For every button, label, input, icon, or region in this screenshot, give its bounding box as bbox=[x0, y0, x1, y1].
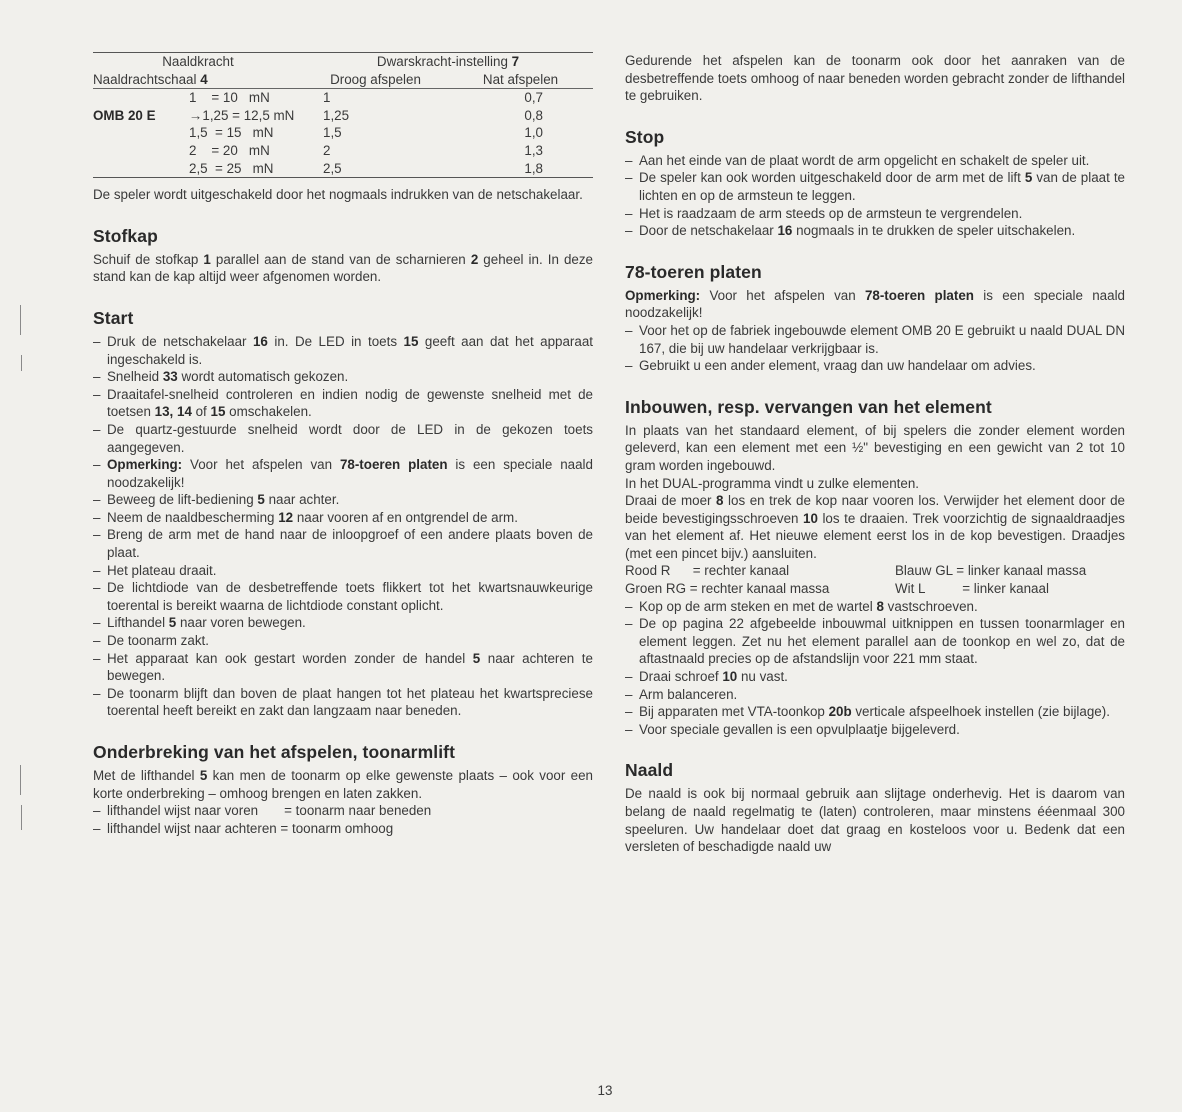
table-row bbox=[93, 107, 593, 125]
list-item: – Het is raadzaam de arm steeds op de armsteun te vergrendelen. bbox=[625, 205, 1125, 223]
subheader-dry: Droog afspelen bbox=[330, 71, 421, 87]
table-cell bbox=[93, 124, 189, 142]
list-item: – Opmerking: Voor het afspelen van 78-toeren platen is een speciale naald noodzakelijk! bbox=[93, 456, 593, 491]
list-item: – Door de netschakelaar 16 nogmaals in te drukken de speler uitschakelen. bbox=[625, 222, 1125, 240]
list-item: – De toonarm zakt. bbox=[93, 632, 593, 650]
start-list bbox=[93, 333, 593, 720]
list-item: – Gebruikt u een ander element, vraag dan uw handelaar om advies. bbox=[625, 357, 1125, 375]
scan-mark bbox=[20, 765, 21, 795]
stop-list bbox=[625, 152, 1125, 240]
subheader-scale: Naaldrachtschaal 4 bbox=[93, 71, 208, 87]
list-item: – Voor speciale gevallen is een opvulplaatje bijgeleverd. bbox=[625, 721, 1125, 739]
table-row bbox=[93, 160, 593, 178]
heading-stop: Stop bbox=[625, 126, 665, 147]
stofkap-paragraph: Schuif de stofkap 1 parallel aan de stand van de scharnieren 2 geheel in. In deze stand kan de kap altijd weer afgenomen worden. bbox=[93, 251, 593, 285]
heading-onderbreking: Onderbreking van het afspelen, toonarmlift bbox=[93, 742, 456, 762]
table-cell: 1,3 bbox=[524, 142, 543, 158]
list-item: – De toonarm blijft dan boven de plaat hangen tot het plateau het kwartspreciese toerental heeft bereikt en zakt dan langzaam naar beneden. bbox=[93, 685, 593, 720]
wire-white: Wit L = linker kanaal bbox=[895, 581, 1049, 597]
inbouwen-list bbox=[625, 598, 1125, 739]
wire-color-table bbox=[625, 562, 1125, 597]
table-cell: 1 bbox=[323, 90, 331, 106]
table-cell: 1,5 = 15 mN bbox=[189, 125, 274, 141]
table-cell: 2,5 = 25 mN bbox=[189, 160, 274, 176]
list-item: – Neem de naaldbescherming 12 naar vooren af en ontgrendel de arm. bbox=[93, 509, 593, 527]
list-item: – Draai schroef 10 nu vast. bbox=[625, 668, 1125, 686]
table-body bbox=[93, 89, 593, 177]
list-item: – Lifthandel 5 naar voren bewegen. bbox=[93, 614, 593, 632]
table-cell: →1,25 = 12,5 mN bbox=[189, 107, 295, 123]
heading-inbouwen: Inbouwen, resp. vervangen van het element bbox=[625, 396, 992, 417]
list-item: – lifthandel wijst naar achteren = toonarm omhoog bbox=[93, 820, 593, 838]
table-cell: 1,25 bbox=[323, 107, 350, 123]
table-cell: 2,5 bbox=[323, 160, 342, 176]
list-item: – Breng de arm met de hand naar de inloopgroef of een andere plaats boven de plaat. bbox=[93, 526, 593, 561]
list-item: – Beweeg de lift-bediening 5 naar achter. bbox=[93, 491, 593, 509]
scan-mark bbox=[21, 805, 22, 830]
needle-force-table bbox=[93, 52, 593, 178]
list-item: – Het apparaat kan ook gestart worden zonder de handel 5 naar achteren te bewegen. bbox=[93, 650, 593, 685]
wire-red: Rood R = rechter kanaal bbox=[625, 563, 790, 579]
list-item: – Bij apparaten met VTA-toonkop 20b verticale afspeelhoek instellen (zie bijlage). bbox=[625, 703, 1125, 721]
table-cell: 2 bbox=[323, 142, 331, 158]
toeren-note: Opmerking: Voor het afspelen van 78-toeren platen is een speciale naald noodzakelijk! bbox=[625, 287, 1125, 321]
heading-naald: Naald bbox=[625, 760, 674, 781]
wire-green: Groen RG = rechter kanaal massa bbox=[625, 581, 830, 597]
list-item: – Snelheid 33 wordt automatisch gekozen. bbox=[93, 368, 593, 386]
header-needle-force: Naaldkracht bbox=[162, 54, 234, 69]
list-item: – Druk de netschakelaar 16 in. De LED in toets 15 geeft aan dat het apparaat ingeschakeld is. bbox=[93, 333, 593, 368]
table-row bbox=[93, 124, 593, 142]
list-item: – Kop op de arm steken en met de wartel 8 vastschroeven. bbox=[625, 598, 1125, 616]
intro-paragraph: De speler wordt uitgeschakeld door het nogmaals indrukken van de netschakelaar. bbox=[93, 187, 583, 203]
page-number: 13 bbox=[597, 1083, 613, 1098]
list-item: – lifthandel wijst naar voren = toonarm naar beneden bbox=[93, 802, 593, 820]
onderbreking-paragraph: Met de lifthandel 5 kan men de toonarm op elke gewenste plaats – ook voor een korte onderbreking – omhoog brengen en laten zakken. bbox=[93, 768, 593, 801]
list-item: – De quartz-gestuurde snelheid wordt door de LED in de gekozen toets aangegeven. bbox=[93, 421, 593, 456]
table-cell bbox=[93, 160, 189, 178]
inbouwen-paragraph-1: In plaats van het standaard element, of bij spelers die zonder element worden geleverd, kan een element met een ½" bevestiging en een gewicht van 2 tot 10 gram worden ingebouwd. bbox=[625, 422, 1125, 473]
inbouwen-paragraph-2: In het DUAL-programma vindt u zulke elementen. bbox=[625, 475, 919, 491]
onderbreking-list bbox=[93, 802, 593, 837]
table-cell: OMB 20 E bbox=[93, 107, 156, 123]
heading-78-toeren: 78-toeren platen bbox=[625, 261, 762, 282]
inbouwen-paragraph-3: Draai de moer 8 los en trek de kop naar vooren los. Verwijder het element door de beide bevestigingsschroeven 10 los te draaien. Trek voorzichtig de signaaldraadjes van het element af. Het nieuwe element eerst los in de kop bevestigen. Draadjes (met een pincet bijv.) aansluiten. bbox=[625, 493, 1125, 561]
table-subheader bbox=[93, 71, 593, 90]
table-cell bbox=[93, 142, 189, 160]
wire-blue: Blauw GL = linker kanaal massa bbox=[895, 563, 1087, 579]
table-cell: 0,8 bbox=[524, 107, 543, 123]
right-intro-paragraph: Gedurende het afspelen kan de toonarm ook door het aanraken van de desbetreffende toets omhoog of naar beneden worden gebracht zonder de lifthandel te gebruiken. bbox=[625, 53, 1125, 104]
table-row bbox=[93, 142, 593, 160]
toeren-list bbox=[625, 322, 1129, 375]
list-item: – Voor het op de fabriek ingebouwde element OMB 20 E gebruikt u naald DUAL DN 167, die bij uw handelaar verkrijgbaar is. bbox=[625, 322, 1125, 357]
table-cell: 0,7 bbox=[524, 90, 543, 106]
table-row bbox=[93, 89, 593, 107]
subheader-wet: Nat afspelen bbox=[482, 71, 559, 87]
table-cell: 1,0 bbox=[524, 125, 543, 141]
heading-stofkap: Stofkap bbox=[93, 225, 158, 246]
scan-mark bbox=[21, 355, 22, 371]
list-item: – Het plateau draait. bbox=[93, 562, 593, 580]
list-item: – De speler kan ook worden uitgeschakeld door de arm met de lift 5 van de plaat te lichten en op de armsteun te leggen. bbox=[625, 169, 1125, 204]
list-item: – De op pagina 22 afgebeelde inbouwmal uitknippen en tussen toonarmlager en element leggen. Zet nu het element parallel aan de toonkop en wel zo, dat de aftastnaald precies op de afstandslijn voor 221 mm staat. bbox=[625, 615, 1125, 668]
list-item: – Arm balanceren. bbox=[625, 686, 1125, 704]
heading-start: Start bbox=[93, 307, 134, 328]
table-cell: 1,8 bbox=[524, 160, 543, 176]
table-header bbox=[93, 53, 593, 71]
list-item: – Aan het einde van de plaat wordt de arm opgelicht en schakelt de speler uit. bbox=[625, 152, 1125, 170]
list-item: – Draaitafel-snelheid controleren en indien nodig de gewenste snelheid met de toetsen 13, 14 of 15 omschakelen. bbox=[93, 386, 593, 421]
list-item: – De lichtdiode van de desbetreffende toets flikkert tot het kwartsnauwkeurige toerental is bereikt waarna de lichtdiode constant oplicht. bbox=[93, 579, 593, 614]
left-column bbox=[93, 52, 593, 837]
table-cell: 2 = 20 mN bbox=[189, 142, 270, 158]
header-anti-skating: Dwarskracht-instelling 7 bbox=[376, 54, 520, 69]
naald-paragraph: De naald is ook bij normaal gebruik aan slijtage onderhevig. Het is daarom van belang de naald regelmatig te (laten) controleren, maar minstens ééenmaal 300 speeluren. Uw handelaar doet dat graag en kosteloos voor u. Bedenk dat een versleten of beschadigde naald uw bbox=[625, 786, 1125, 855]
right-column bbox=[625, 52, 1129, 856]
table-cell: 1,5 bbox=[323, 125, 342, 141]
table-cell: 1 = 10 mN bbox=[189, 90, 270, 106]
table-cell bbox=[93, 89, 189, 107]
scan-mark bbox=[20, 305, 21, 335]
